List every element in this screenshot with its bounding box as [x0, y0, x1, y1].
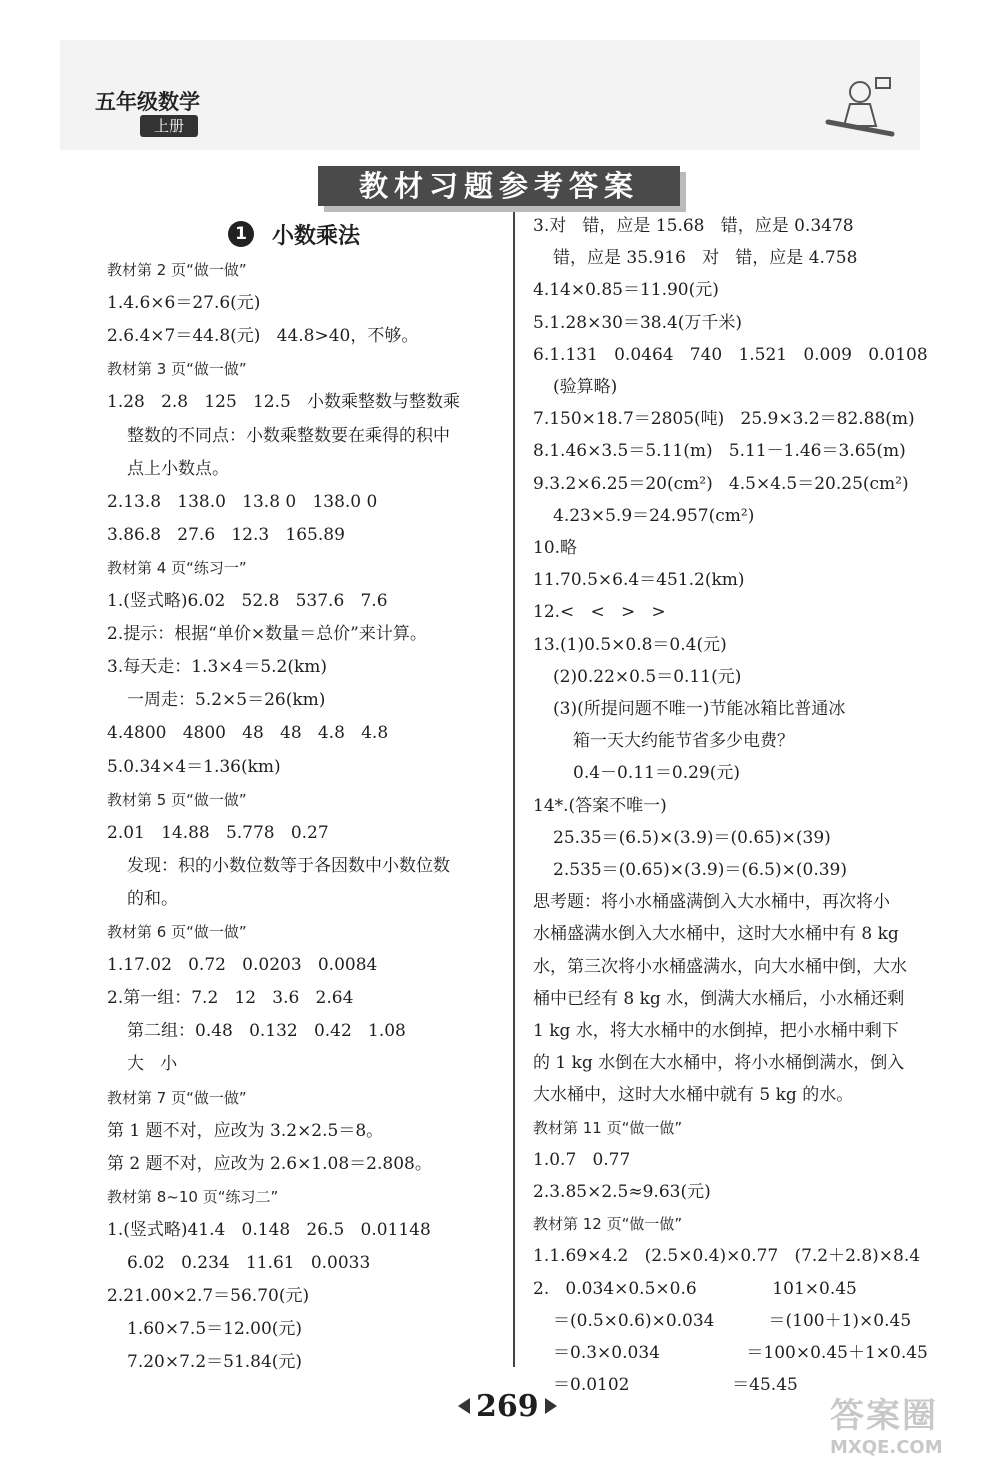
triangle-left-icon: [458, 1398, 470, 1414]
answer-line: 3.每天走：1.3×4＝5.2(km): [107, 657, 328, 678]
section-heading: 教材第 5 页“做一做”: [107, 790, 247, 809]
section-heading: 教材第 2 页“做一做”: [107, 261, 247, 279]
answer-line: 4.23×5.9＝24.957(cm²): [553, 505, 755, 526]
answer-line: 第 2 题不对，应改为 2.6×1.08＝2.808。: [107, 1153, 432, 1174]
answer-line: (2)0.22×0.5＝0.11(元): [553, 666, 742, 687]
answer-line: 2.6.4×7＝44.8(元) 44.8>40，不够。: [107, 326, 419, 347]
answer-line: 13.(1)0.5×0.8＝0.4(元): [533, 634, 727, 655]
unit-heading: [228, 218, 360, 250]
answer-line: 1.17.02 0.72 0.0203 0.0084: [107, 955, 378, 976]
answer-line: (验算略): [553, 377, 618, 397]
answer-line: 一周走：5.2×5＝26(km): [127, 690, 326, 711]
section-heading: 教材第 11 页“做一做”: [533, 1118, 683, 1137]
section-heading: 教材第 3 页“做一做”: [107, 360, 247, 379]
answer-line: 3.对 错，应是 15.68 错，应是 0.3478: [533, 216, 854, 236]
answer-line: 4.14×0.85＝11.90(元): [533, 280, 719, 301]
answer-line: 第 1 题不对，应改为 3.2×2.5＝8。: [107, 1120, 384, 1141]
answer-line: 14*.(答案不唯一): [533, 795, 667, 816]
answer-line: 6.02 0.234 11.61 0.0033: [127, 1253, 371, 1273]
answer-line: 4.4800 4800 48 48 4.8 4.8: [107, 723, 389, 744]
answer-line: 10.略: [533, 538, 578, 558]
answer-line: 整数的不同点：小数乘整数要在乘得的积中: [127, 425, 450, 446]
column-divider: [513, 212, 515, 1367]
answer-line: 大 小: [127, 1054, 178, 1075]
answer-line: 3.86.8 27.6 12.3 165.89: [107, 524, 345, 545]
answer-line: 5.1.28×30＝38.4(万千米): [533, 312, 743, 333]
triangle-right-icon: [545, 1398, 557, 1414]
section-heading: 教材第 4 页“练习一”: [107, 558, 247, 577]
answer-line: 7.20×7.2＝51.84(元): [127, 1352, 303, 1373]
answer-line: 桶中已经有 8 kg 水，倒满大水桶后，小水桶还剩: [533, 988, 905, 1009]
answer-line: 水，第三次将小水桶盛满水，向大水桶中倒，大水: [533, 956, 907, 977]
answer-line: 9.3.2×6.25＝20(cm²) 4.5×4.5＝20.25(cm²): [533, 473, 909, 494]
answer-line: 错，应是 35.916 对 错，应是 4.758: [553, 248, 858, 269]
book-grade-title: 五年级数学: [95, 90, 200, 114]
answer-line: 1.1.69×4.2 (2.5×0.4)×0.77 (7.2＋2.8)×8.4: [533, 1246, 921, 1267]
answer-line: 2.13.8 138.0 13.8 0 138.0 0: [107, 491, 378, 512]
answer-line: 水桶盛满水倒入大水桶中，这时大水桶中有 8 kg: [533, 924, 899, 945]
answer-line: 1.(竖式略)6.02 52.8 537.6 7.6: [107, 591, 388, 611]
section-heading: 教材第 6 页“做一做”: [107, 923, 247, 941]
answer-line: 1 kg 水，将大水桶中的水倒掉，把小水桶中剩下: [533, 1021, 899, 1041]
answer-line: 2. 0.034×0.5×0.6 101×0.45: [533, 1278, 857, 1299]
answer-line: 思考题：将小水桶盛满倒入大水桶中，再次将小: [533, 892, 890, 913]
answer-line: 2.3.85×2.5≈9.63(元): [533, 1182, 711, 1202]
answer-line: 2.第一组：7.2 12 3.6 2.64: [107, 988, 354, 1009]
watermark-url: MXQE.COM: [830, 1437, 943, 1458]
answer-line: 点上小数点。: [127, 458, 229, 479]
answer-line: 7.150×18.7＝2805(吨) 25.9×3.2＝82.88(m): [533, 409, 915, 430]
answer-line: 8.1.46×3.5＝5.11(m) 5.11－1.46＝3.65(m): [533, 441, 906, 462]
mascot-illustration-icon: [820, 70, 900, 140]
answer-line: 11.70.5×6.4＝451.2(km): [533, 570, 745, 591]
answer-line: 箱一天大约能节省多少电费？: [573, 731, 794, 752]
answer-line: 6.1.131 0.0464 740 1.521 0.009 0.0108: [533, 344, 928, 365]
answer-line: 0.4－0.11＝0.29(元): [573, 763, 741, 784]
unit-number-badge: 1: [228, 221, 254, 247]
watermark: [830, 1388, 980, 1458]
page-number: [458, 1384, 557, 1428]
section-heading: 教材第 7 页“做一做”: [107, 1088, 247, 1107]
watermark-logo: 答案圈: [830, 1396, 938, 1436]
answer-line: 的和。: [127, 888, 178, 909]
page-number-text: 269: [476, 1388, 539, 1424]
answer-line: 1.28 2.8 125 12.5 小数乘整数与整数乘: [107, 392, 461, 413]
answer-line: 的 1 kg 水倒在大水桶中，将小水桶倒满水，倒入: [533, 1053, 905, 1074]
answer-line: 2.提示：根据“单价×数量＝总价”来计算。: [107, 624, 427, 645]
section-heading: 教材第 12 页“做一做”: [533, 1215, 683, 1234]
answer-line: 大水桶中，这时大水桶中就有 5 kg 的水。: [533, 1085, 854, 1106]
answer-line: 5.0.34×4＝1.36(km): [107, 756, 281, 777]
answer-line: 12.< < > >: [533, 602, 666, 623]
answer-line: 25.35＝(6.5)×(3.9)＝(0.65)×(39): [553, 827, 831, 848]
answer-line: 发现：积的小数位数等于各因数中小数位数: [127, 855, 450, 876]
answer-line: 1.60×7.5＝12.00(元): [127, 1319, 303, 1340]
answer-line: 2.21.00×2.7＝56.70(元): [107, 1286, 310, 1307]
volume-badge: 上册: [140, 115, 198, 137]
answer-line: ＝0.0102 ＝45.45: [553, 1375, 798, 1396]
answer-line: 1.4.6×6＝27.6(元): [107, 293, 261, 314]
answer-line: ＝(0.5×0.6)×0.034 ＝(100＋1)×0.45: [553, 1310, 912, 1331]
answer-line: 2.535＝(0.65)×(3.9)＝(6.5)×(0.39): [553, 860, 847, 880]
answer-line: 2.01 14.88 5.778 0.27: [107, 822, 329, 843]
answer-line: 第二组：0.48 0.132 0.42 1.08: [127, 1021, 406, 1042]
section-heading: 教材第 8~10 页“练习二”: [107, 1187, 279, 1206]
page-banner-title: 教材习题参考答案: [318, 166, 680, 206]
answer-line: ＝0.3×0.034 ＝100×0.45＋1×0.45: [553, 1343, 928, 1363]
answer-line: (3)(所提问题不唯一)节能冰箱比普通冰: [553, 699, 846, 719]
answer-line: 1.(竖式略)41.4 0.148 26.5 0.01148: [107, 1219, 431, 1240]
answer-line: 1.0.7 0.77: [533, 1149, 631, 1170]
unit-title: 小数乘法: [272, 223, 361, 249]
